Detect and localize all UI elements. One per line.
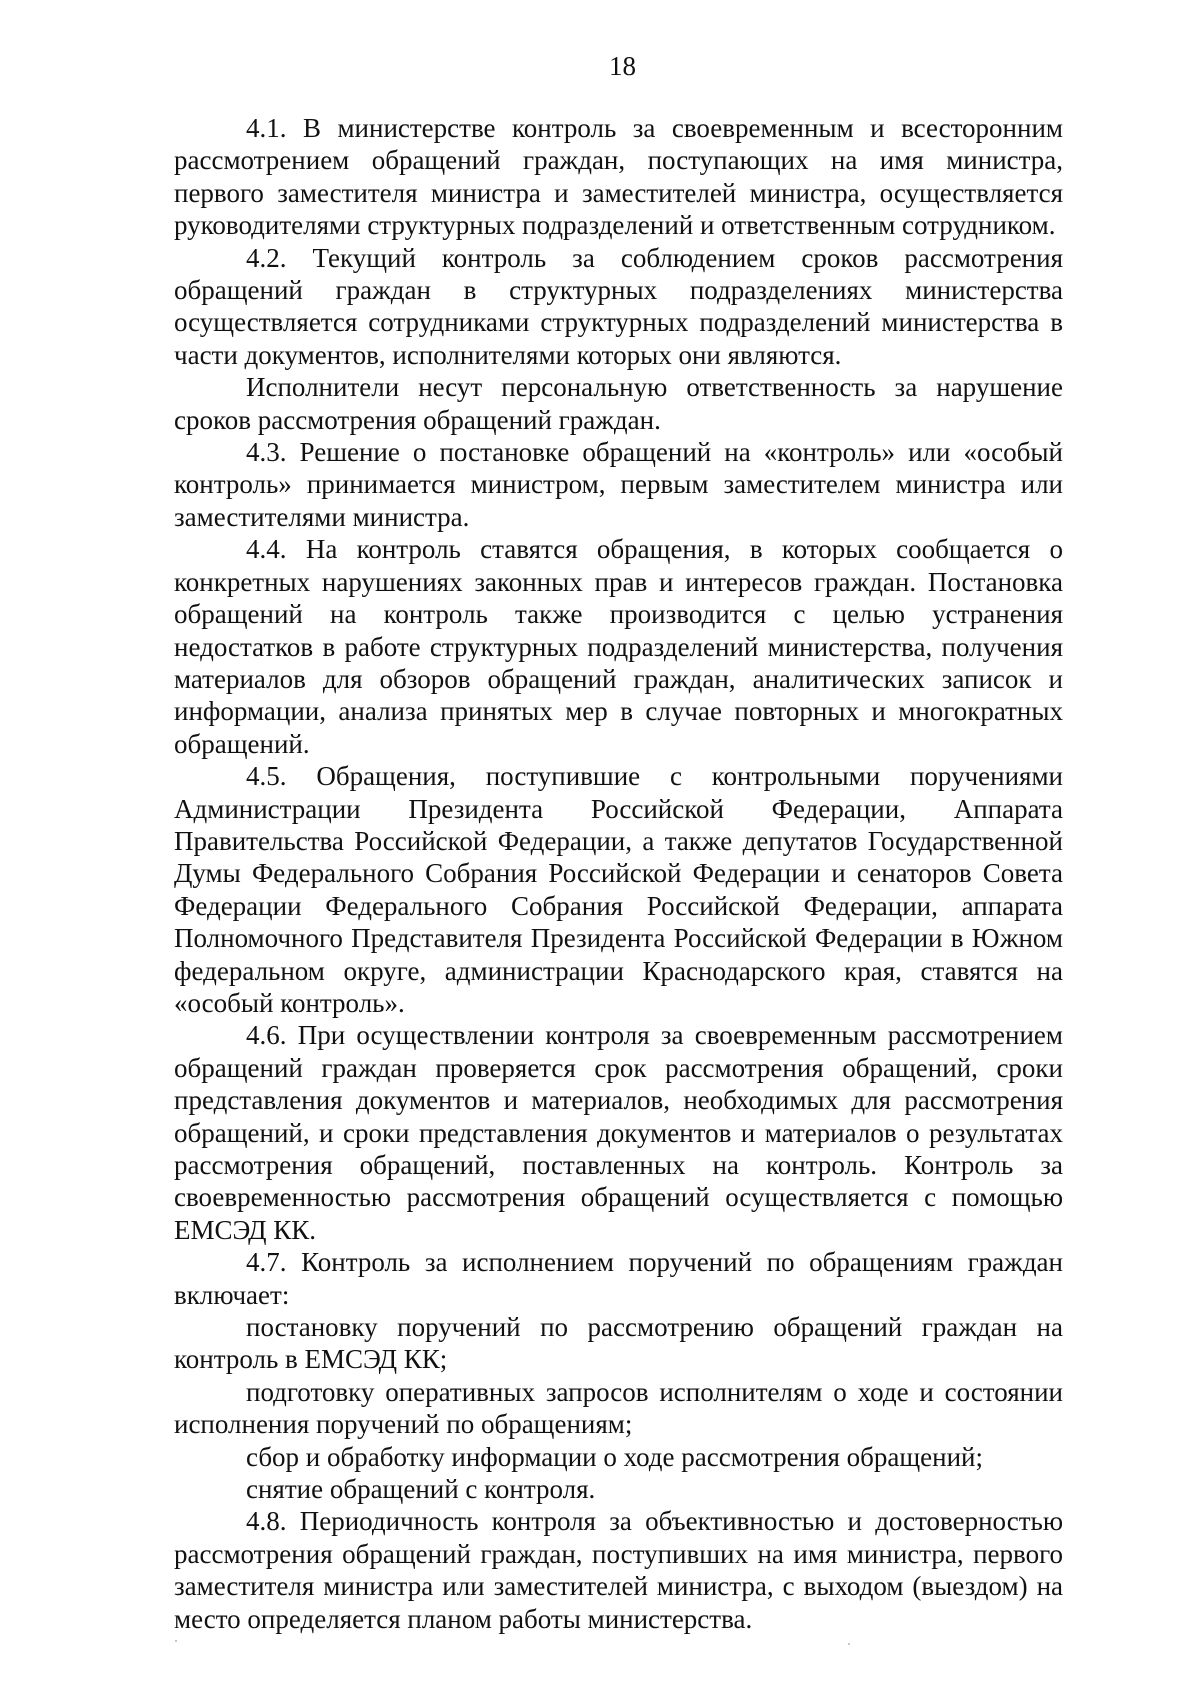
paragraph-4-7: 4.7. Контроль за исполнением поручений по обращениям граждан включает: xyxy=(174,1247,1063,1310)
paragraph-4-6: 4.6. При осуществлении контроля за своевременным рассмотрением обращений граждан проверяется срок рассмотрения обращений, сроки представления документов и материалов, необходимых для рассмотрения обращений, и сроки представления документов и материалов о результатах рассмотрения обращений, поставленных на контроль. Контроль за своевременностью рассмотрения обращений осуществляется с помощью ЕМСЭД КК. xyxy=(174,1020,1063,1245)
paragraph-4-1: 4.1. В министерстве контроль за своевременным и всесторонним рассмотрением обращений граждан, поступающих на имя министра, первого заместителя министра и заместителей министра, осуществляется руководителями структурных подразделений и ответственным сотрудником. xyxy=(174,113,1063,241)
paragraph-responsibility: Исполнители несут персональную ответственность за нарушение сроков рассмотрения обращений граждан. xyxy=(174,372,1063,435)
paragraph-4-8: 4.8. Периодичность контроля за объективностью и достоверностью рассмотрения обращений граждан, поступивших на имя министра, первого заместителя министра или заместителей министра, с выходом (выездом) на место определяется планом работы министерства. xyxy=(174,1506,1063,1634)
scan-speck-left xyxy=(175,1640,177,1642)
document-body xyxy=(174,112,1063,1635)
page-number: 18 xyxy=(609,51,636,81)
list-item-control-setting: постановку поручений по рассмотрению обращений граждан на контроль в ЕМСЭД КК; xyxy=(174,1312,1063,1375)
list-item-info-collection: сбор и обработку информации о ходе рассмотрения обращений; xyxy=(246,1441,983,1472)
paragraph-4-5: 4.5. Обращения, поступившие с контрольными поручениями Администрации Президента Российской Федерации, Аппарата Правительства Российской Федерации, а также депутатов Государственной Думы Федерального Собрания Российской Федерации и сенаторов Совета Федерации Федерального Собрания Российской Федерации, аппарата Полномочного Представителя Президента Российской Федерации в Южном федеральном округе, администрации Краснодарского края, ставятся на «особый контроль». xyxy=(174,761,1063,1018)
paragraph-4-2: 4.2. Текущий контроль за соблюдением сроков рассмотрения обращений граждан в структурных подразделениях министерства осуществляется сотрудниками структурных подразделений министерства в части документов, исполнителями которых они являются. xyxy=(174,242,1063,370)
scan-speck-right xyxy=(848,1643,850,1645)
list-item-operative-requests: подготовку оперативных запросов исполнителям о ходе и состоянии исполнения поручений по обращениям; xyxy=(174,1376,1063,1440)
paragraph-4-3: 4.3. Решение о постановке обращений на «контроль» или «особый контроль» принимается министром, первым заместителем министра или заместителями министра. xyxy=(174,437,1063,532)
list-item-control-removal: снятие обращений с контроля. xyxy=(246,1474,596,1505)
paragraph-4-4: 4.4. На контроль ставятся обращения, в которых сообщается о конкретных нарушениях законных прав и интересов граждан. Постановка обращений на контроль также производится с целью устранения недостатков в работе структурных подразделений министерства, получения материалов для обзоров обращений граждан, аналитических записок и информации, анализа принятых мер в случае повторных и многократных обращений. xyxy=(174,534,1063,759)
